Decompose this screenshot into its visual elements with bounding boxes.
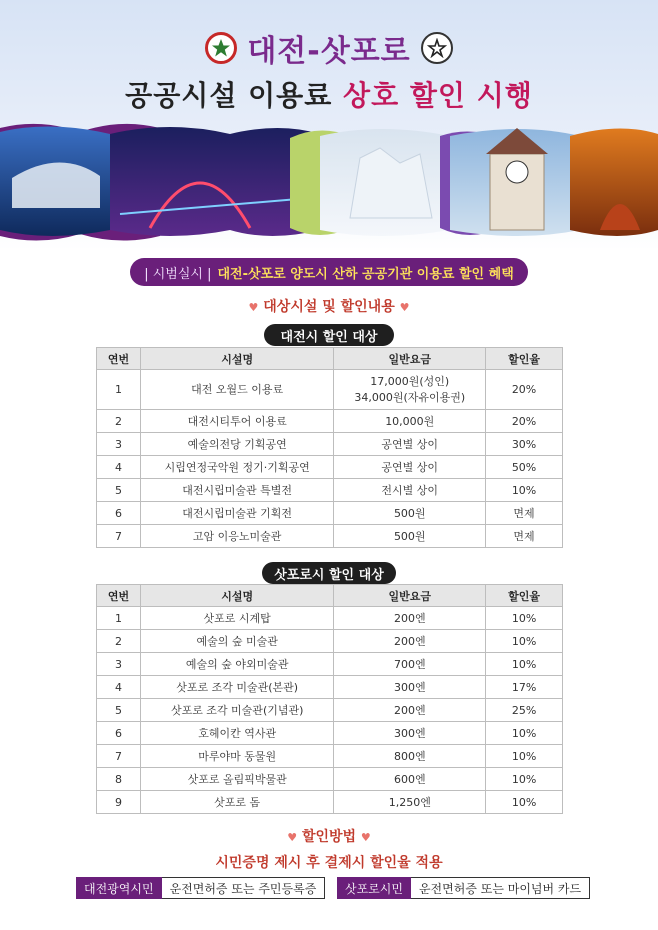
cell-fee: 10,000원 bbox=[334, 410, 486, 433]
table-header-row bbox=[97, 348, 563, 370]
table-row bbox=[97, 370, 563, 410]
cell-no: 8 bbox=[97, 768, 141, 791]
daejeon-emblem-icon bbox=[205, 32, 237, 64]
cell-no: 9 bbox=[97, 791, 141, 814]
landmark-photo-band bbox=[0, 118, 658, 246]
sapporo-id-box bbox=[337, 877, 590, 899]
section-title bbox=[0, 296, 658, 316]
cell-name: 고암 이응노미술관 bbox=[140, 525, 334, 548]
cell-fee: 300엔 bbox=[334, 722, 486, 745]
method-title-text: 할인방법 bbox=[301, 829, 357, 845]
pilot-banner bbox=[130, 258, 528, 286]
banner-text: 대전-삿포로 양도시 산하 공공기관 이용료 할인 혜택 bbox=[217, 266, 514, 282]
col-header-fee: 일반요금 bbox=[334, 348, 486, 370]
table-row bbox=[97, 768, 563, 791]
cell-rate: 10% bbox=[486, 745, 563, 768]
cell-no: 4 bbox=[97, 676, 141, 699]
cell-rate: 10% bbox=[486, 607, 563, 630]
cell-no: 2 bbox=[97, 410, 141, 433]
cell-no: 7 bbox=[97, 525, 141, 548]
cell-name: 삿포로 조각 미술관(본관) bbox=[140, 676, 334, 699]
cell-fee-line1: 17,000원(성인) bbox=[370, 374, 450, 388]
table-row bbox=[97, 791, 563, 814]
cell-fee: 800엔 bbox=[334, 745, 486, 768]
cell-fee-line2: 34,000원(자유이용권) bbox=[354, 390, 466, 404]
cell-rate: 20% bbox=[486, 370, 563, 410]
daejeon-table-label: 대전시 할인 대상 bbox=[264, 324, 394, 346]
cell-name: 삿포로 올림픽박물관 bbox=[140, 768, 334, 791]
cell-no: 6 bbox=[97, 502, 141, 525]
method-description: 시민증명 제시 후 결제시 할인율 적용 bbox=[215, 855, 443, 871]
heart-icon: ♥ bbox=[399, 301, 410, 314]
daejeon-table bbox=[96, 347, 563, 548]
cell-name: 대전시립미술관 기획전 bbox=[140, 502, 334, 525]
table-row bbox=[97, 676, 563, 699]
cell-name: 삿포로 돔 bbox=[140, 791, 334, 814]
table-row bbox=[97, 525, 563, 548]
col-header-name: 시설명 bbox=[140, 348, 334, 370]
col-header-no: 연번 bbox=[97, 585, 141, 607]
cell-no: 1 bbox=[97, 607, 141, 630]
cell-name: 삿포로 조각 미술관(기념관) bbox=[140, 699, 334, 722]
cell-name: 대전시티투어 이용료 bbox=[140, 410, 334, 433]
cell-rate: 면제 bbox=[486, 502, 563, 525]
table-row bbox=[97, 410, 563, 433]
title-highlight: 상호 할인 시행 bbox=[343, 79, 533, 112]
cell-rate: 10% bbox=[486, 768, 563, 791]
cell-fee: 1,250엔 bbox=[334, 791, 486, 814]
cell-no: 2 bbox=[97, 630, 141, 653]
title-main bbox=[0, 74, 658, 114]
col-header-name: 시설명 bbox=[140, 585, 334, 607]
cell-fee: 200엔 bbox=[334, 607, 486, 630]
table-row bbox=[97, 479, 563, 502]
cell-rate: 10% bbox=[486, 479, 563, 502]
sapporo-citizen-label: 삿포로시민 bbox=[337, 877, 411, 899]
cell-rate: 30% bbox=[486, 433, 563, 456]
table-row bbox=[97, 699, 563, 722]
table-row bbox=[97, 502, 563, 525]
col-header-no: 연번 bbox=[97, 348, 141, 370]
section-title-text: 대상시설 및 할인내용 bbox=[263, 299, 395, 315]
title-cities-row bbox=[205, 26, 452, 70]
table-row bbox=[97, 433, 563, 456]
sapporo-id-value: 운전면허증 또는 마이넘버 카드 bbox=[411, 877, 590, 899]
cell-fee: 200엔 bbox=[334, 630, 486, 653]
cell-fee: 200엔 bbox=[334, 699, 486, 722]
sapporo-table bbox=[96, 584, 563, 814]
daejeon-id-value: 운전면허증 또는 주민등록증 bbox=[162, 877, 326, 899]
cell-rate: 17% bbox=[486, 676, 563, 699]
sapporo-emblem-icon bbox=[421, 32, 453, 64]
cell-fee: 500원 bbox=[334, 502, 486, 525]
cell-rate: 20% bbox=[486, 410, 563, 433]
cell-no: 5 bbox=[97, 699, 141, 722]
cell-rate: 10% bbox=[486, 791, 563, 814]
cell-rate: 면제 bbox=[486, 525, 563, 548]
cell-no: 4 bbox=[97, 456, 141, 479]
cell-rate: 25% bbox=[486, 699, 563, 722]
cell-name: 대전시립미술관 특별전 bbox=[140, 479, 334, 502]
table-row bbox=[97, 745, 563, 768]
cell-fee: 공연별 상이 bbox=[334, 433, 486, 456]
heart-icon: ♥ bbox=[360, 831, 371, 844]
cell-no: 6 bbox=[97, 722, 141, 745]
cell-no: 7 bbox=[97, 745, 141, 768]
cell-name: 삿포로 시계탑 bbox=[140, 607, 334, 630]
title-main-text: 공공시설 이용료 bbox=[125, 79, 333, 112]
cell-no: 3 bbox=[97, 433, 141, 456]
banner-tag: | 시범실시 | bbox=[144, 266, 212, 282]
cell-fee: 공연별 상이 bbox=[334, 456, 486, 479]
cell-fee bbox=[334, 370, 486, 410]
cell-rate: 10% bbox=[486, 722, 563, 745]
cell-no: 3 bbox=[97, 653, 141, 676]
table-row bbox=[97, 456, 563, 479]
title-cities: 대전-삿포로 bbox=[247, 34, 411, 69]
table-row bbox=[97, 630, 563, 653]
col-header-rate: 할인율 bbox=[486, 585, 563, 607]
cell-no: 1 bbox=[97, 370, 141, 410]
cell-no: 5 bbox=[97, 479, 141, 502]
table-header-row bbox=[97, 585, 563, 607]
table-row bbox=[97, 607, 563, 630]
cell-rate: 10% bbox=[486, 630, 563, 653]
method-title bbox=[0, 826, 658, 846]
daejeon-citizen-label: 대전광역시민 bbox=[76, 877, 162, 899]
cell-name: 대전 오월드 이용료 bbox=[140, 370, 334, 410]
cell-rate: 10% bbox=[486, 653, 563, 676]
cell-name: 시립연정국악원 정기·기획공연 bbox=[140, 456, 334, 479]
cell-fee: 500원 bbox=[334, 525, 486, 548]
col-header-fee: 일반요금 bbox=[334, 585, 486, 607]
cell-name: 마루야마 동물원 bbox=[140, 745, 334, 768]
cell-name: 호헤이칸 역사관 bbox=[140, 722, 334, 745]
daejeon-id-box bbox=[76, 877, 325, 899]
table-row bbox=[97, 653, 563, 676]
heart-icon: ♥ bbox=[248, 301, 259, 314]
cell-fee: 600엔 bbox=[334, 768, 486, 791]
cell-name: 예술의전당 기획공연 bbox=[140, 433, 334, 456]
cell-name: 예술의 숲 미술관 bbox=[140, 630, 334, 653]
cell-name: 예술의 숲 야외미술관 bbox=[140, 653, 334, 676]
cell-fee: 700엔 bbox=[334, 653, 486, 676]
cell-rate: 50% bbox=[486, 456, 563, 479]
sapporo-table-label: 삿포로시 할인 대상 bbox=[262, 562, 396, 584]
cell-fee: 300엔 bbox=[334, 676, 486, 699]
table-row bbox=[97, 722, 563, 745]
col-header-rate: 할인율 bbox=[486, 348, 563, 370]
hero-header bbox=[0, 0, 658, 250]
cell-fee: 전시별 상이 bbox=[334, 479, 486, 502]
heart-icon: ♥ bbox=[287, 831, 298, 844]
